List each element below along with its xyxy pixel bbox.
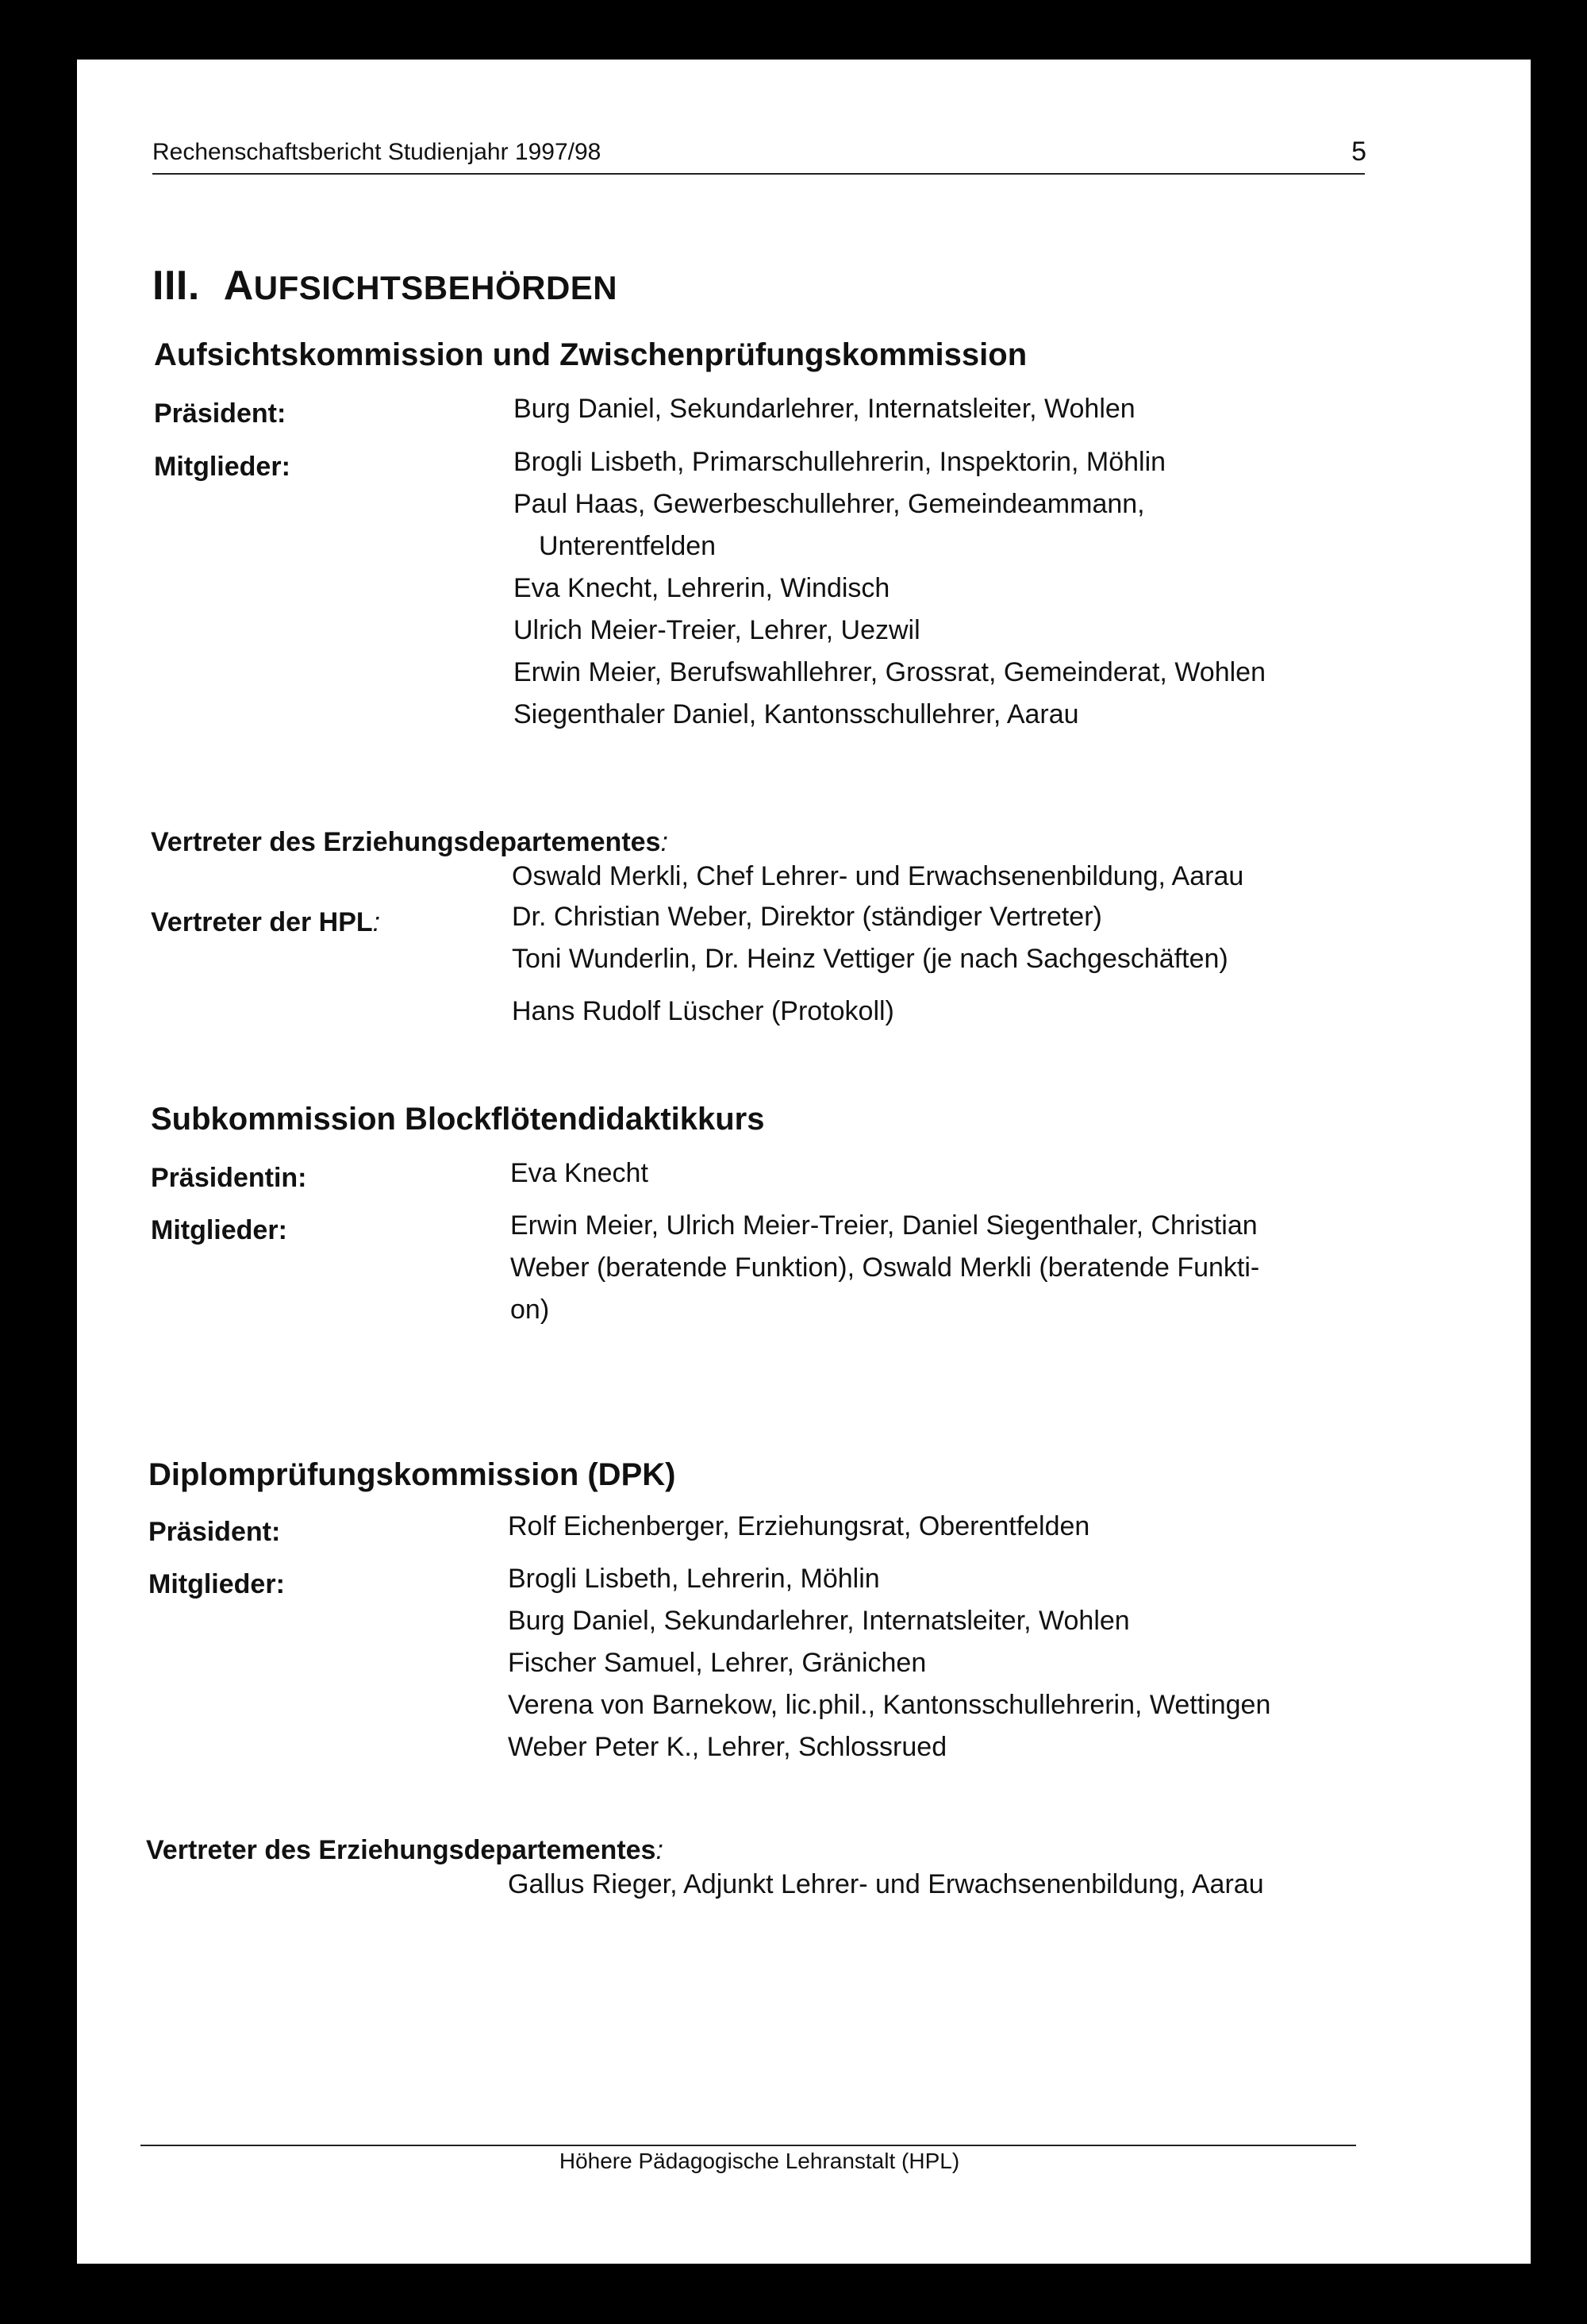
dept-rep-label: Vertreter des Erziehungsdepartementes:: [151, 827, 668, 857]
president-value: Rolf Eichenberger, Erziehungsrat, Oberentfelden: [508, 1511, 1090, 1541]
chapter-title-initial: A: [223, 263, 254, 309]
list-item: Erwin Meier, Ulrich Meier-Treier, Daniel Siegenthaler, Christian: [510, 1210, 1258, 1241]
list-item: Erwin Meier, Berufswahllehrer, Grossrat, Gemeinderat, Wohlen: [513, 657, 1266, 687]
list-item: Weber (beratende Funktion), Oswald Merkli (beratende Funkti-: [510, 1252, 1260, 1283]
members-label: Mitglieder:: [151, 1215, 287, 1245]
members-list: [510, 1205, 1259, 1331]
list-item: Eva Knecht, Lehrerin, Windisch: [513, 573, 890, 603]
chapter-title: [152, 262, 617, 310]
footer-rule: [140, 2145, 1356, 2146]
members-label: Mitglieder:: [148, 1569, 285, 1599]
list-item: Unterentfelden: [539, 531, 717, 561]
dept-rep-label: Vertreter des Erziehungsdepartementes:: [146, 1835, 663, 1865]
list-item: Brogli Lisbeth, Primarschullehrerin, Inspektorin, Möhlin: [513, 447, 1166, 477]
list-item: Ulrich Meier-Treier, Lehrer, Uezwil: [513, 615, 920, 645]
list-item: Hans Rudolf Lüscher (Protokoll): [512, 996, 894, 1026]
list-item: Fischer Samuel, Lehrer, Gränichen: [508, 1648, 927, 1678]
president-label: Präsidentin:: [151, 1163, 307, 1193]
page-number: 5: [1351, 137, 1366, 167]
list-item: Brogli Lisbeth, Lehrerin, Möhlin: [508, 1564, 880, 1594]
dept-rep-value: Oswald Merkli, Chef Lehrer- und Erwachsenenbildung, Aarau: [512, 861, 1244, 891]
section-heading-subkommission: Subkommission Blockflötendidaktikkurs: [151, 1102, 765, 1137]
header-rule: [152, 173, 1365, 175]
members-label: Mitglieder:: [154, 452, 290, 482]
president-label: Präsident:: [148, 1517, 281, 1547]
president-label: Präsident:: [154, 398, 286, 429]
list-item: Siegenthaler Daniel, Kantonsschullehrer, Aarau: [513, 699, 1079, 729]
hpl-rep-label: Vertreter der HPL:: [151, 907, 381, 937]
president-value: Burg Daniel, Sekundarlehrer, Internatsleiter, Wohlen: [513, 394, 1135, 424]
section-heading-aufsichtskommission: Aufsichtskommission und Zwischenprüfungskommission: [154, 337, 1028, 372]
chapter-title-rest: UFSICHTSBEHÖRDEN: [253, 269, 618, 306]
dept-rep-value: Gallus Rieger, Adjunkt Lehrer- und Erwachsenenbildung, Aarau: [508, 1869, 1264, 1899]
list-item: Burg Daniel, Sekundarlehrer, Internatsleiter, Wohlen: [508, 1606, 1130, 1636]
members-list: [508, 1558, 1270, 1768]
footer-text: Höhere Pädagogische Lehranstalt (HPL): [559, 2149, 960, 2173]
list-item: Dr. Christian Weber, Direktor (ständiger Vertreter): [512, 902, 1102, 932]
list-item: Paul Haas, Gewerbeschullehrer, Gemeindeammann,: [513, 489, 1145, 519]
list-item: on): [510, 1295, 550, 1325]
running-header-title: Rechenschaftsbericht Studienjahr 1997/98: [152, 139, 601, 165]
president-value: Eva Knecht: [510, 1158, 648, 1188]
list-item: Verena von Barnekow, lic.phil., Kantonsschullehrerin, Wettingen: [508, 1690, 1271, 1720]
document-page: [77, 60, 1531, 2264]
chapter-numeral: III.: [152, 263, 200, 309]
members-list: [513, 441, 1266, 736]
section-heading-dpk: Diplomprüfungskommission (DPK): [148, 1457, 676, 1492]
hpl-rep-list: [512, 896, 1228, 1033]
list-item: Toni Wunderlin, Dr. Heinz Vettiger (je nach Sachgeschäften): [512, 944, 1228, 974]
list-item: Weber Peter K., Lehrer, Schlossrued: [508, 1732, 947, 1762]
